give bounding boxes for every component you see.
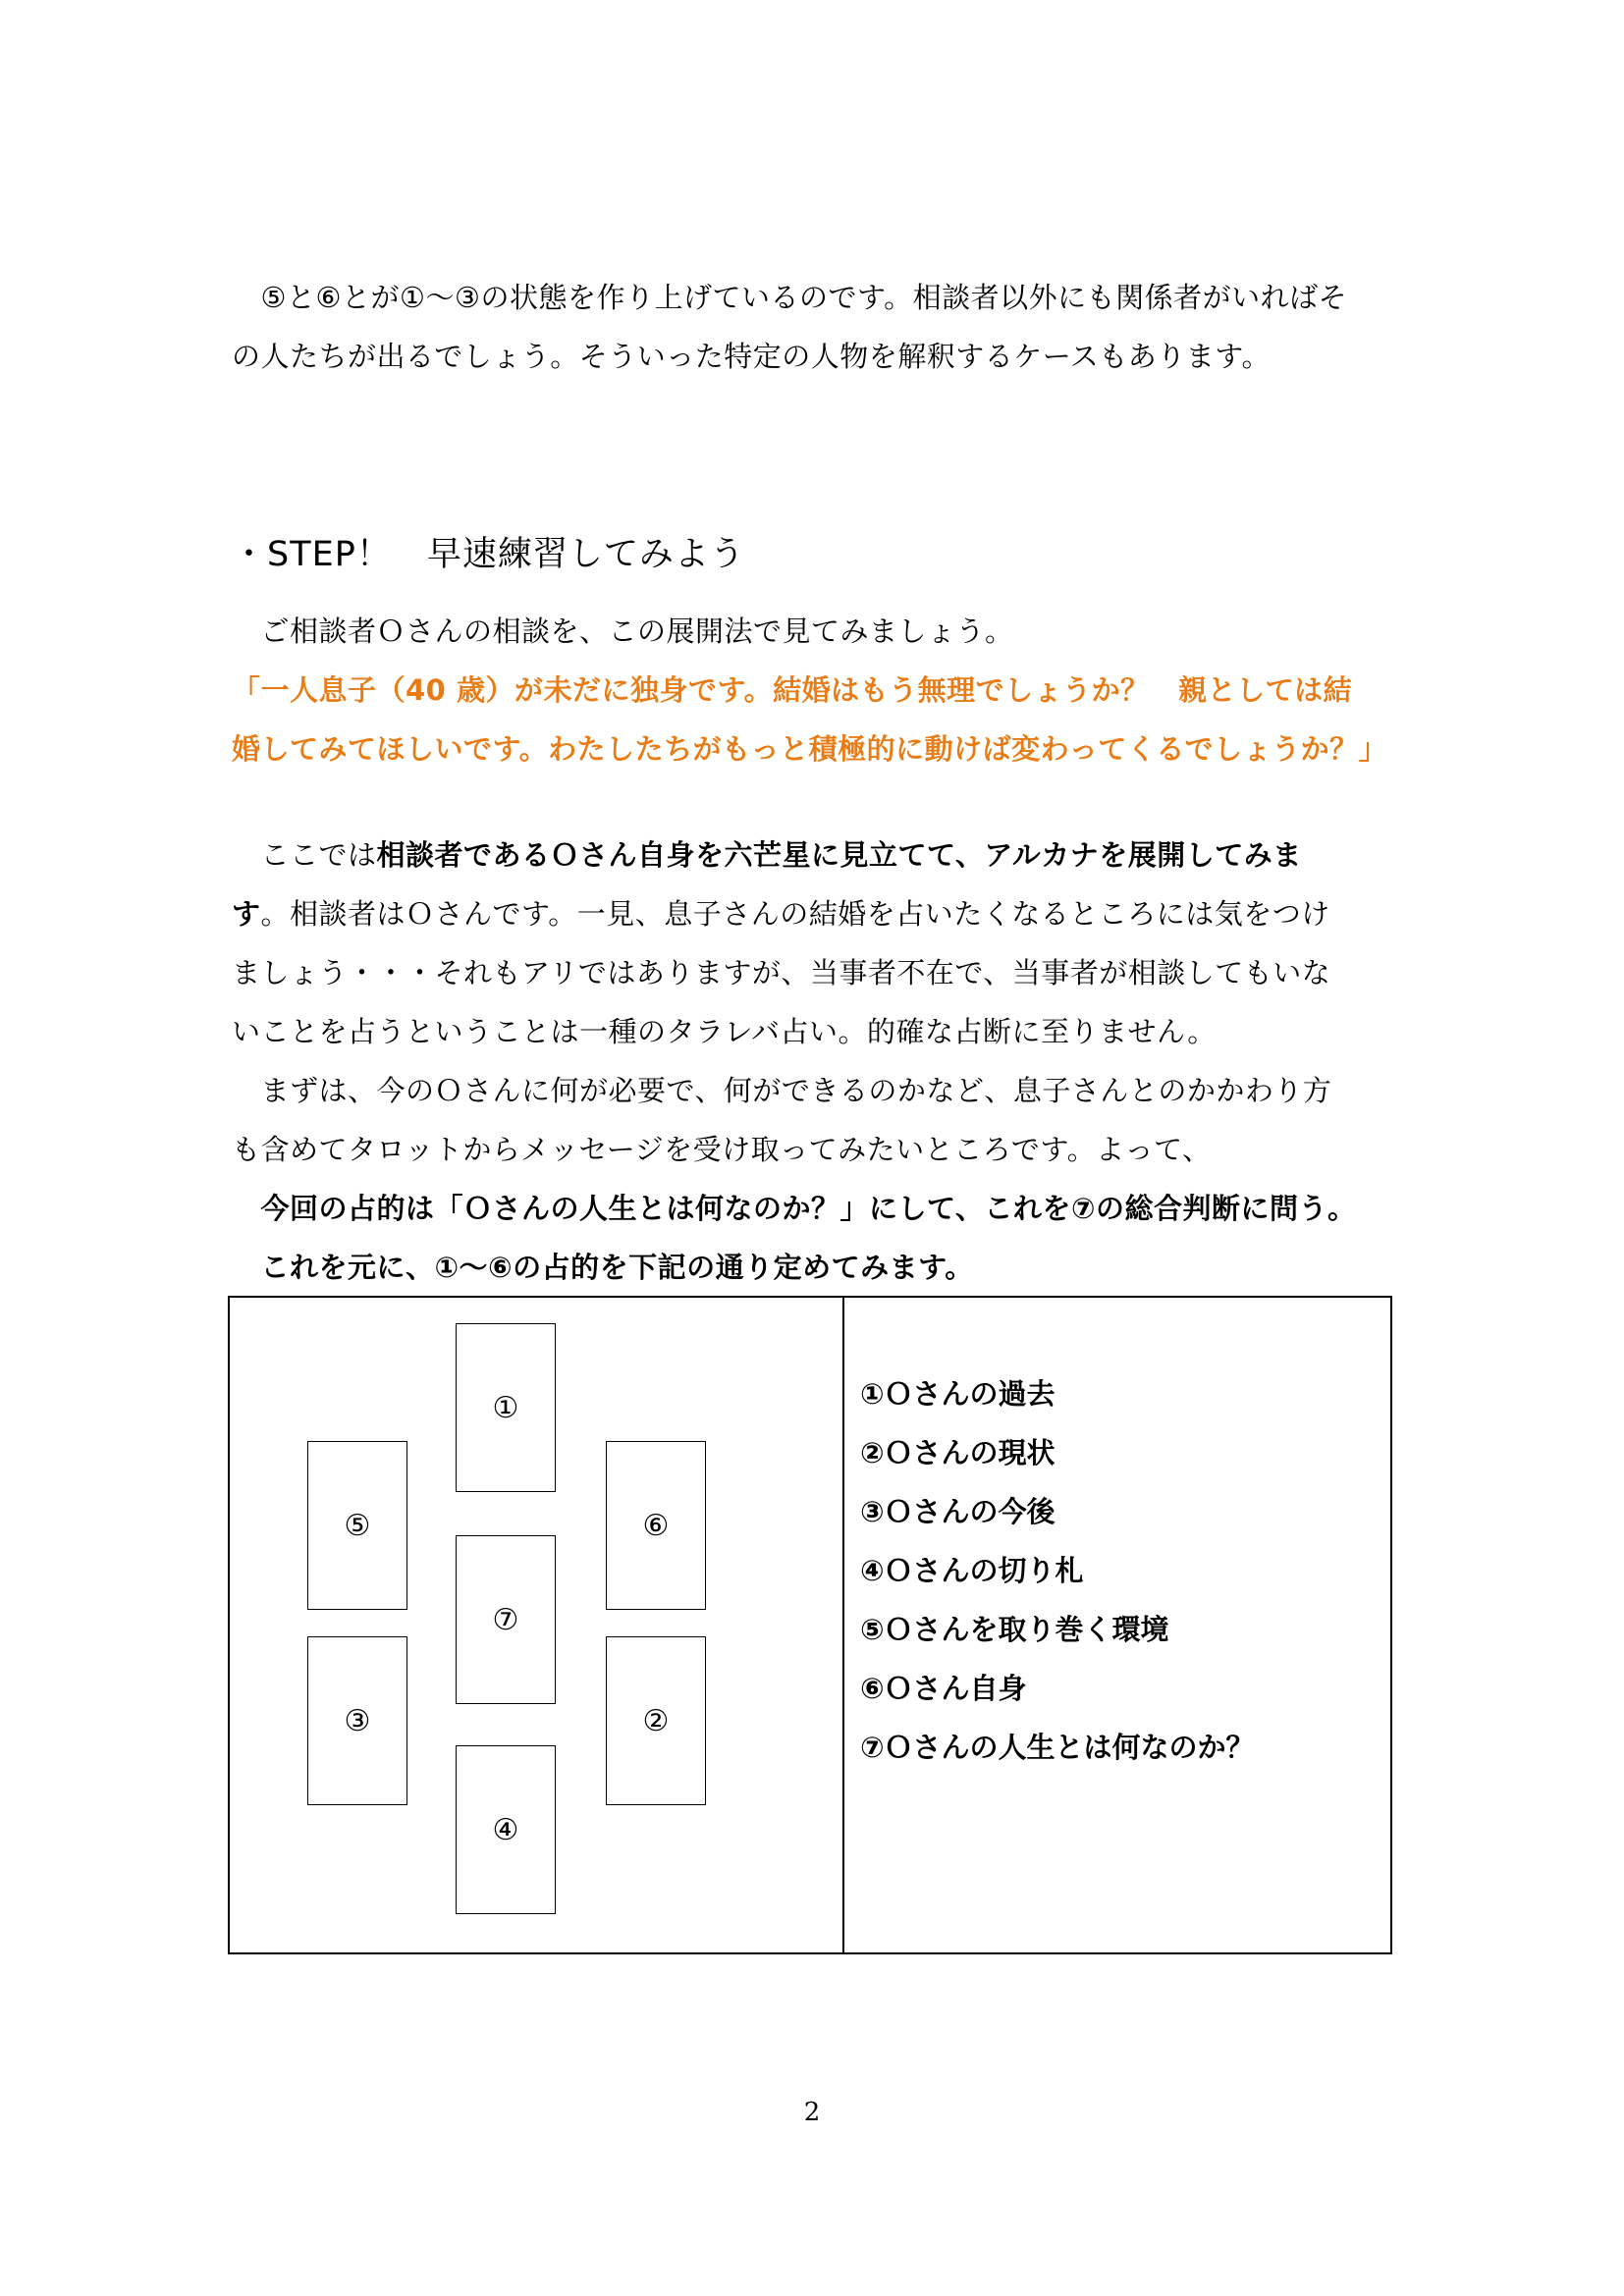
page-number: 2	[803, 2098, 821, 2127]
plain-text: ここでは	[232, 838, 377, 872]
paragraph-line: 今回の占的は「Ｏさんの人生とは何なのか？」にして、これを⑦の総合判断に問う。	[232, 1192, 1357, 1225]
divider	[842, 1298, 844, 1952]
card-slot: ⑥	[606, 1441, 706, 1610]
list-item: ⑥Ｏさん自身	[860, 1672, 1027, 1705]
paragraph-line	[232, 835, 1302, 875]
paragraph-line: ⑤と⑥とが①～③の状態を作り上げているのです。相談者以外にも関係者がいればそ	[232, 281, 1348, 314]
paragraph-line: いことを占うということは一種のタラレバ占い。的確な占断に至りません。	[232, 1015, 1217, 1048]
list-item: ⑤Ｏさんを取り巻く環境	[860, 1613, 1169, 1646]
paragraph-line: ましょう・・・それもアリではありますが、当事者不在で、当事者が相談してもいな	[232, 956, 1331, 989]
list-item: ①Ｏさんの過去	[860, 1377, 1056, 1411]
list-item: ③Ｏさんの今後	[860, 1495, 1056, 1528]
consultation-quote: 「一人息子（40 歳）が未だに独身です。結婚はもう無理でしょうか？ 親としては結	[232, 673, 1353, 707]
list-item: ⑦Ｏさんの人生とは何なのか？	[860, 1731, 1255, 1764]
intro-text: ご相談者Ｏさんの相談を、この展開法で見てみましょう。	[232, 614, 1014, 648]
card-slot: ⑦	[456, 1535, 556, 1704]
paragraph-line	[232, 894, 1330, 934]
position-list	[860, 1364, 1255, 1777]
bold-text: す	[232, 897, 261, 931]
card-slot: ②	[606, 1636, 706, 1805]
paragraph-line: まずは、今のＯさんに何が必要で、何ができるのかなど、息子さんとのかかわり方	[232, 1074, 1332, 1107]
bold-text: 相談者であるＯさん自身を六芒星に見立てて、アルカナを展開してみま	[376, 838, 1302, 872]
spread-diagram	[228, 1296, 1392, 1954]
list-item: ④Ｏさんの切り札	[860, 1554, 1084, 1587]
section-heading: ・STEP！ 早速練習してみよう	[232, 535, 745, 574]
card-slot: ④	[456, 1745, 556, 1914]
paragraph-line: の人たちが出るでしょう。そういった特定の人物を解釈するケースもあります。	[232, 340, 1271, 373]
consultation-quote: 婚してみてほしいです。わたしたちがもっと積極的に動けば変わってくるでしょうか？」	[232, 732, 1388, 766]
paragraph-line: も含めてタロットからメッセージを受け取ってみたいところです。よって、	[232, 1133, 1212, 1166]
paragraph-line: これを元に、①～⑥の占的を下記の通り定めてみます。	[232, 1251, 974, 1284]
plain-text: 。相談者はＯさんです。一見、息子さんの結婚を占いたくなるところには気をつけ	[260, 897, 1330, 931]
card-slot: ③	[307, 1636, 407, 1805]
card-slot: ⑤	[307, 1441, 407, 1610]
card-slot: ①	[456, 1323, 556, 1492]
list-item: ②Ｏさんの現状	[860, 1436, 1056, 1469]
